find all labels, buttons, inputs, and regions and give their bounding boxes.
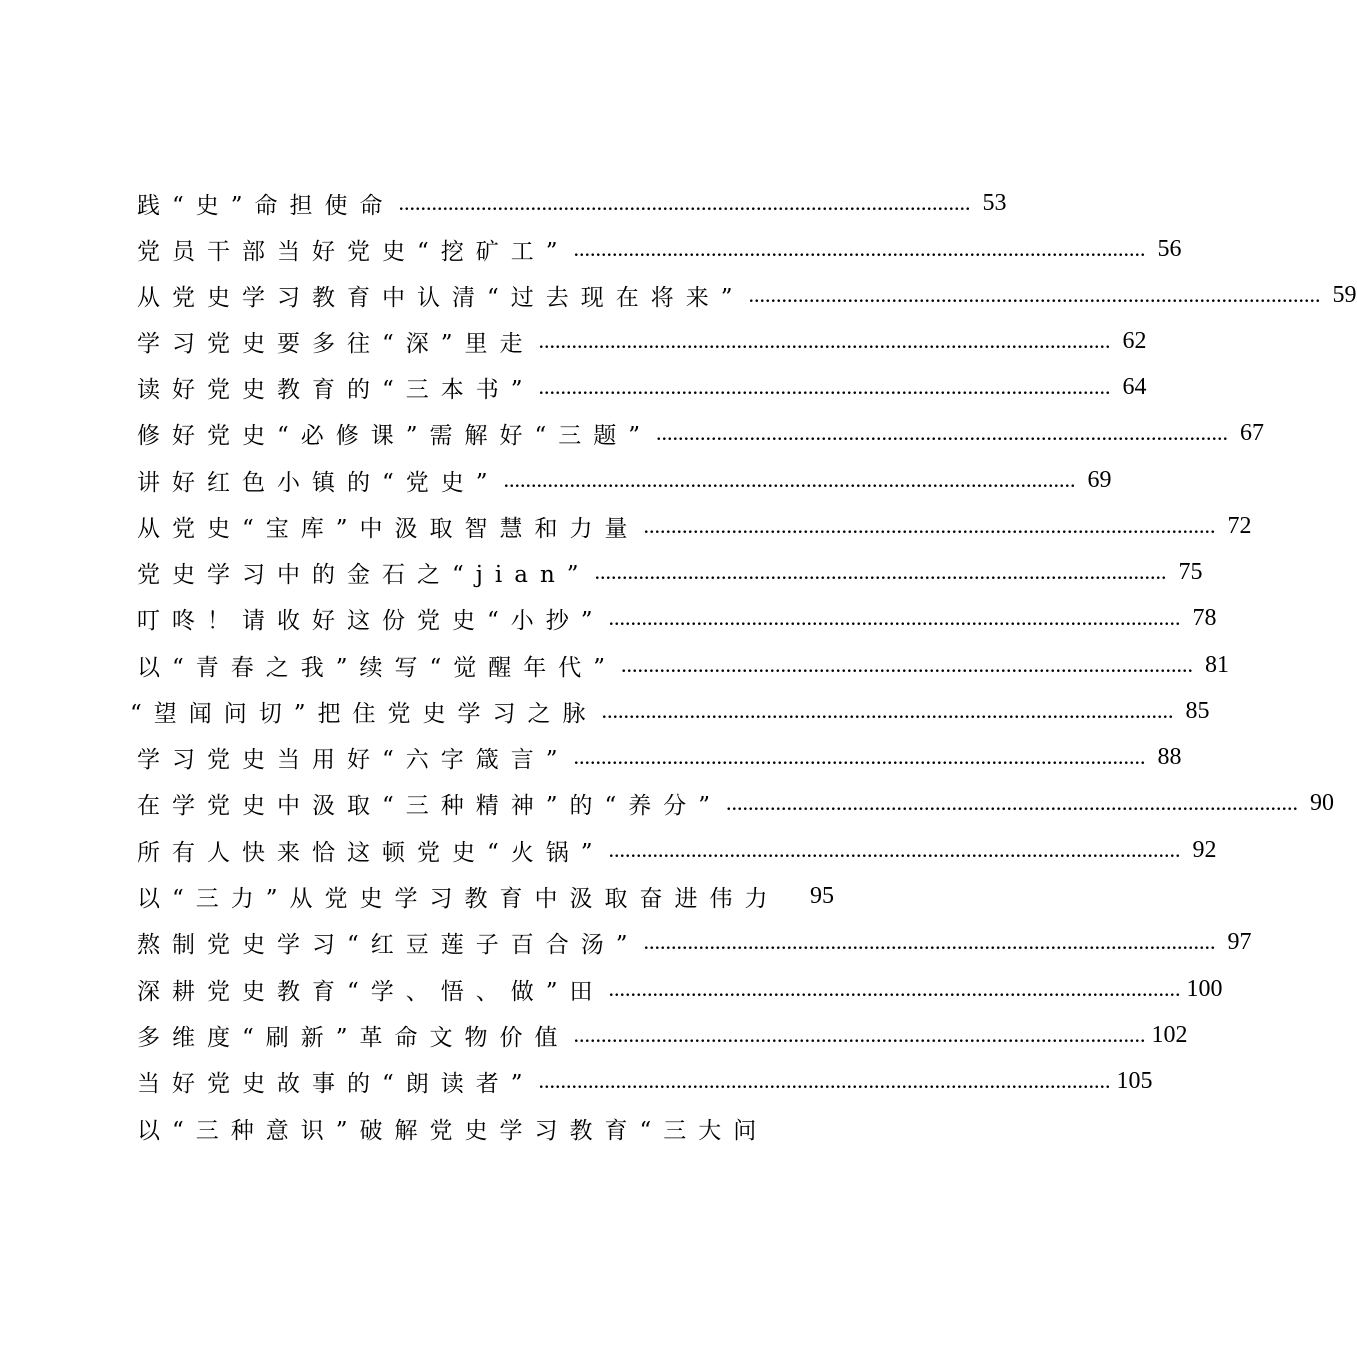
- toc-entry-title: 从党史学习教育中认清“过去现在将来”: [137, 284, 745, 311]
- toc-entry[interactable]: [137, 318, 1147, 364]
- toc-entry[interactable]: [137, 549, 1203, 595]
- toc-dot-leader: ........................................................................................................: [538, 1068, 1111, 1093]
- toc-dot-leader: ........................................................................................................: [398, 190, 971, 215]
- toc-entry[interactable]: [137, 503, 1252, 549]
- toc-dot-leader: ........................................................................................................: [608, 605, 1181, 630]
- toc-entry-page: 75: [1178, 558, 1203, 585]
- toc-entry-title: 党员干部当好党史“挖矿工”: [137, 238, 570, 265]
- toc-entry[interactable]: [137, 1058, 1153, 1104]
- toc-entry[interactable]: [137, 1012, 1188, 1058]
- toc-dot-leader: ........................................................................................................: [726, 790, 1299, 815]
- toc-dot-leader: ........................................................................................................: [538, 374, 1111, 399]
- toc-entry-title: 所有人快来恰这顿党史“火锅”: [137, 839, 605, 866]
- toc-dot-leader: ........................................................................................................: [601, 698, 1174, 723]
- toc-entry-page: 95: [810, 882, 834, 909]
- toc-entry[interactable]: [137, 642, 1230, 688]
- toc-entry-page: 85: [1185, 697, 1210, 724]
- toc-entry-page: 90: [1310, 789, 1335, 816]
- toc-entry-title: 深耕党史教育“学、悟、做”田: [137, 978, 605, 1005]
- toc-entry[interactable]: [137, 873, 834, 919]
- toc-entry[interactable]: [137, 734, 1182, 780]
- toc-dot-leader: ........................................................................................................: [621, 652, 1194, 677]
- toc-entry-title: 在学党史中汲取“三种精神”的“养分”: [137, 792, 723, 819]
- toc-entry[interactable]: [137, 1105, 817, 1151]
- toc-entry[interactable]: [137, 919, 1252, 965]
- toc-entry-title: 以“青春之我”续写“觉醒年代”: [137, 654, 618, 681]
- toc-entry[interactable]: [130, 688, 1210, 734]
- toc-entry-title: 以“三力”从党史学习教育中汲取奋进伟力: [137, 885, 780, 912]
- toc-entry-page: 72: [1227, 512, 1252, 539]
- toc-dot-leader: ........................................................................................................: [503, 467, 1076, 492]
- toc-dot-leader: ........................................................................................................: [748, 282, 1321, 307]
- toc-entry[interactable]: [137, 272, 1357, 318]
- toc-entry-title: “望闻问切”把住党史学习之脉: [130, 700, 598, 727]
- toc-dot-leader: ........................................................................................................: [643, 929, 1216, 954]
- toc-dot-leader: ........................................................................................................: [538, 328, 1111, 353]
- toc-dot-leader: ........................................................................................................: [643, 513, 1216, 538]
- toc-entry-title: 学习党史要多往“深”里走: [137, 330, 535, 357]
- toc-dot-leader: ........................................................................................................: [608, 837, 1181, 862]
- toc-entry-page: 78: [1192, 604, 1217, 631]
- toc-entry-title: 熬制党史学习“红豆莲子百合汤”: [137, 931, 640, 958]
- toc-entry-title: 多维度“刷新”革命文物价值: [137, 1024, 570, 1051]
- toc-dot-leader: ........................................................................................................: [573, 1022, 1146, 1047]
- toc-entry-page: 69: [1087, 466, 1112, 493]
- toc-entry-page: 97: [1227, 928, 1252, 955]
- toc-entry[interactable]: [137, 226, 1182, 272]
- toc-entry[interactable]: [137, 410, 1265, 456]
- toc-entry-title: 当好党史故事的“朗读者”: [137, 1070, 535, 1097]
- toc-entry-page: 64: [1122, 373, 1147, 400]
- toc-entry-title: 践“史”命担使命: [137, 192, 395, 219]
- toc-entry-page: 92: [1192, 836, 1217, 863]
- toc-entry-title: 从党史“宝库”中汲取智慧和力量: [137, 515, 640, 542]
- toc-entry-title: 学习党史当用好“六字箴言”: [137, 746, 570, 773]
- toc-entry-page: 102: [1151, 1021, 1188, 1048]
- toc-entry[interactable]: [137, 966, 1223, 1012]
- toc-entry-page: 88: [1157, 743, 1182, 770]
- toc-entry-page: 81: [1205, 651, 1230, 678]
- toc-entry[interactable]: [137, 457, 1112, 503]
- toc-dot-leader: ........................................................................................................: [594, 559, 1167, 584]
- toc-entry[interactable]: [137, 780, 1335, 826]
- toc-entry-title: 叮咚！请收好这份党史“小抄”: [137, 607, 605, 634]
- toc-dot-leader: ........................................................................................................: [573, 744, 1146, 769]
- toc-entry[interactable]: [137, 595, 1217, 641]
- toc-entry-page: 100: [1186, 975, 1223, 1002]
- toc-entry-page: 53: [982, 189, 1007, 216]
- toc-entry[interactable]: [137, 827, 1217, 873]
- toc-entry-title: 讲好红色小镇的“党史”: [137, 469, 500, 496]
- toc-entry-title: 以“三种意识”破解党史学习教育“三大问: [137, 1117, 769, 1144]
- toc-dot-leader: ........................................................................................................: [656, 420, 1229, 445]
- toc-dot-leader: ........................................................................................................: [608, 976, 1181, 1001]
- toc-entry-title: 读好党史教育的“三本书”: [137, 376, 535, 403]
- toc-entry[interactable]: [137, 364, 1147, 410]
- toc-entry[interactable]: [137, 180, 1007, 226]
- toc-entry-title: 党史学习中的金石之“jian”: [137, 561, 591, 588]
- toc-dot-leader: ........................................................................................................: [573, 236, 1146, 261]
- toc-entry-page: 105: [1116, 1067, 1153, 1094]
- toc-entry-title: 修好党史“必修课”需解好“三题”: [137, 422, 653, 449]
- toc-entry-page: 56: [1157, 235, 1182, 262]
- toc-entry-page: 62: [1122, 327, 1147, 354]
- toc-entry-page: 59: [1332, 281, 1357, 308]
- toc-entry-page: 67: [1240, 419, 1265, 446]
